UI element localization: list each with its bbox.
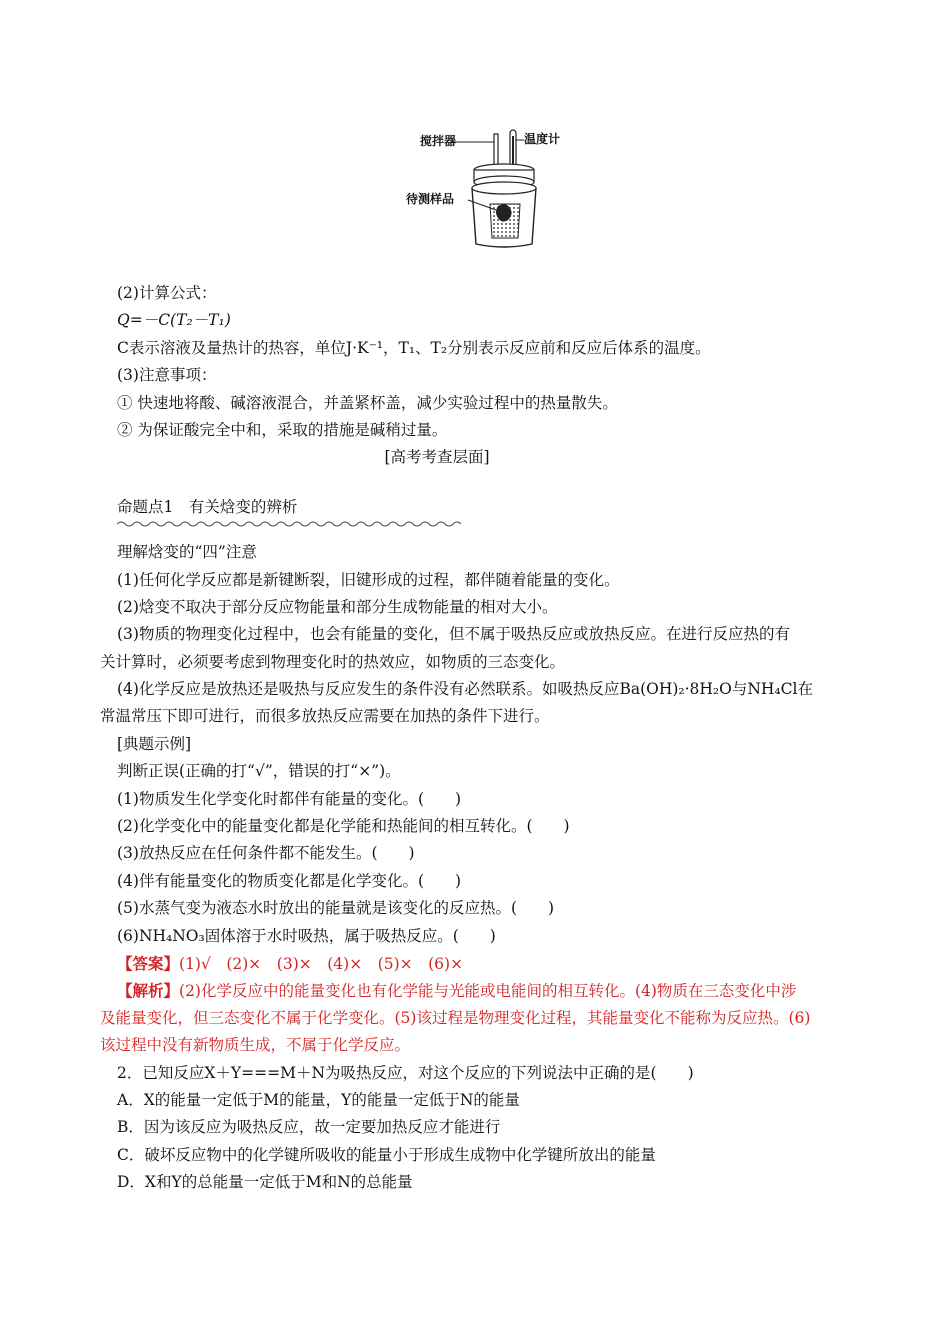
example-q4: (4)伴有能量变化的物质变化都是化学变化。( ) [117,871,462,890]
answer-label: 【答案】 [117,953,180,973]
topic-intro: 理解焓变的“四”注意 [117,543,257,562]
calorimeter-figure [406,126,572,250]
level-title: [高考考查层面] [384,448,490,467]
example-q3: (3)放热反应在任何条件都不能发生。( ) [117,844,415,863]
example-q5: (5)水蒸气变为液态水时放出的能量就是该变化的反应热。( ) [117,899,555,918]
notes-heading: (3)注意事项： [117,366,217,385]
example-q6: (6)NH₄NO₃固体溶于水时吸热，属于吸热反应。( ) [117,926,496,945]
example-q2: (2)化学变化中的能量变化都是化学能和热能间的相互转化。( ) [117,817,570,836]
analysis-text-a: (2)化学反应中的能量变化也有化学能与光能或电能间的相互转化。(4)物质在三态变化中涉 [179,982,797,1001]
formula: Q=－C(T₂－T₁) [117,311,231,330]
analysis-line-3: 该过程中没有新物质生成，不属于化学反应。 [100,1036,411,1055]
topic-point-4a: (4)化学反应是放热还是吸热与反应发生的条件没有必然联系。如吸热反应Ba(OH)₂·8H₂O与NH₄Cl在 [117,680,813,699]
formula-heading: (2)计算公式： [117,284,217,302]
question2-stem: 2．已知反应X＋Y===M＋N为吸热反应，对这个反应的下列说法中正确的是( ) [117,1063,694,1082]
topic-point-3b: 关计算时，必须要考虑到物理变化时的热效应，如物质的三态变化。 [100,652,566,671]
answer-text: (1)√ (2)× (3)× (4)× (5)× (6)× [179,954,464,973]
analysis-label: 【解析】 [117,981,180,1001]
topic-title: 命题点1 有关焓变的辨析 [117,497,298,516]
question2-option-b: B．因为该反应为吸热反应，故一定要加热反应才能进行 [117,1118,501,1137]
topic-point-2: (2)焓变不取决于部分反应物能量和部分生成物能量的相对大小。 [117,597,558,616]
topic-point-4b: 常温常压下即可进行，而很多放热反应需要在加热的条件下进行。 [100,707,550,726]
topic-point-1: (1)任何化学反应都是新键断裂，旧键形成的过程，都伴随着能量的变化。 [117,570,620,589]
stirrer-label: 搅拌器 [420,134,457,148]
analysis-line-1 [117,977,867,1004]
question2-option-a: A．X的能量一定低于M的能量，Y的能量一定低于N的能量 [117,1090,520,1109]
answer-line [117,950,867,977]
note-2: ② 为保证酸完全中和，采取的措施是碱稍过量。 [117,420,448,439]
question2-option-c: C．破坏反应物中的化学键所吸收的能量小于形成生成物中化学键所放出的能量 [117,1145,656,1164]
question2-option-d: D．X和Y的总能量一定低于M和N的总能量 [117,1173,413,1192]
formula-explanation: C表示溶液及量热计的热容，单位J·K⁻¹，T₁、T₂分别表示反应前和反应后体系的温度。 [117,338,711,357]
example-heading: [典题示例] [117,734,192,753]
example-q1: (1)物质发生化学变化时都伴有能量的变化。( ) [117,789,462,808]
sample-label: 待测样品 [406,192,455,206]
topic-point-3a: (3)物质的物理变化过程中，也会有能量的变化，但不属于吸热反应或放热反应。在进行反应热的有 [117,625,790,644]
analysis-line-2: 及能量变化，但三态变化不属于化学变化。(5)该过程是物理变化过程，其能量变化不能称为反应热。(6) [100,1008,811,1027]
wavy-underline [117,519,467,529]
example-instruction: 判断正误(正确的打“√”，错误的打“×”)。 [117,762,401,781]
thermometer-label: 温度计 [524,132,561,146]
document-body [100,280,867,1197]
note-1: ① 快速地将酸、碱溶液混合，并盖紧杯盖，减少实验过程中的热量散失。 [117,393,618,412]
